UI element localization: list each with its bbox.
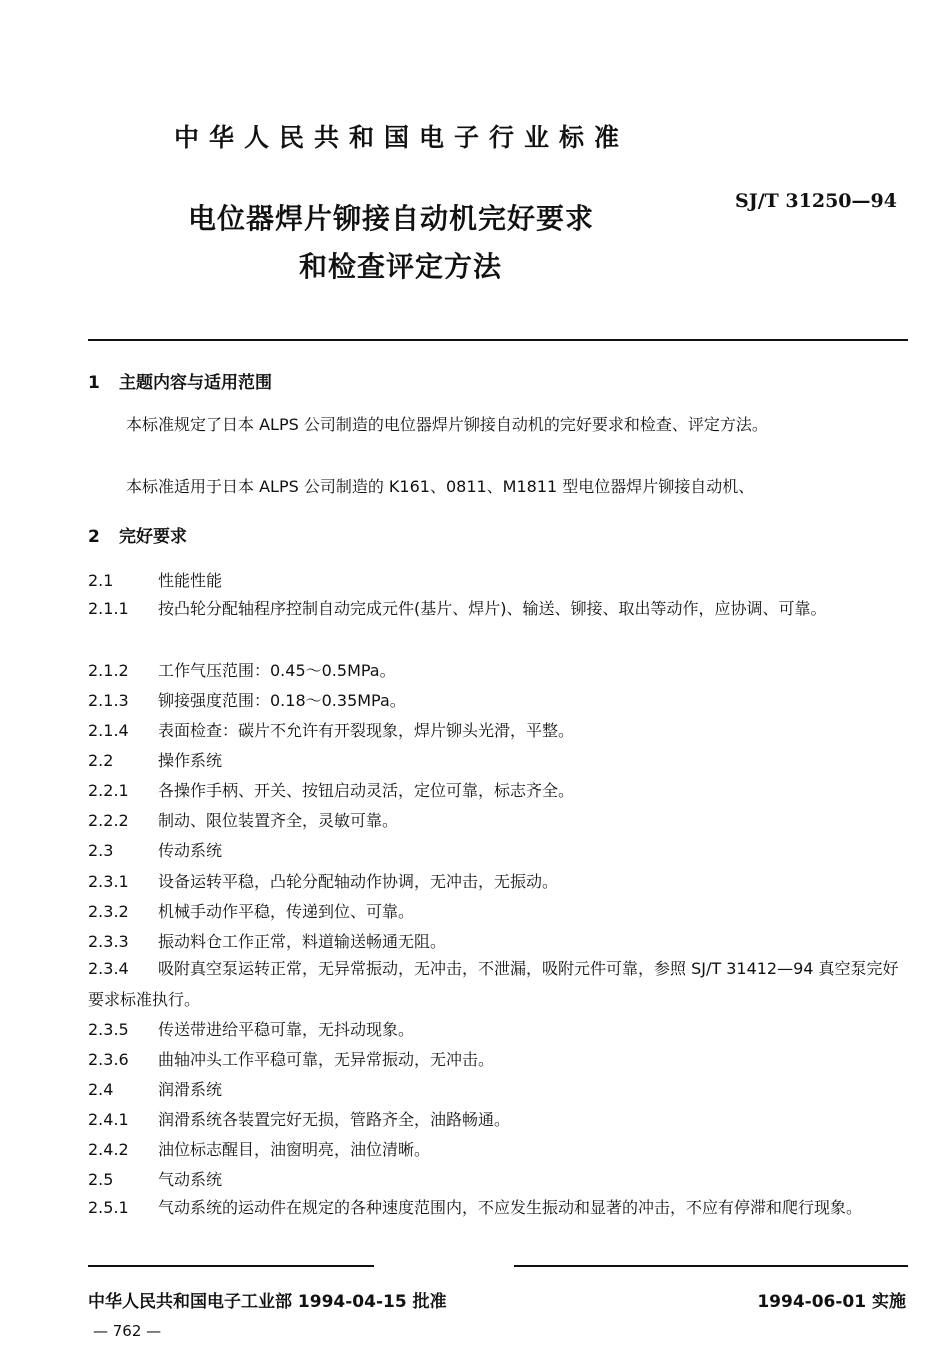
clause-2-2-2: 2.2.2 制动、限位装置齐全，灵敏可靠。 xyxy=(88,811,399,830)
section-title: 主题内容与适用范围 xyxy=(119,373,272,393)
section-number: 2 xyxy=(88,527,100,547)
document-title-line1: 电位器焊片铆接自动机完好要求 xyxy=(188,202,595,235)
clause-2-4: 2.4 润滑系统 xyxy=(88,1080,223,1099)
clause-2-3-2: 2.3.2 机械手动作平稳，传递到位、可靠。 xyxy=(88,902,415,921)
clause-2-3-3: 2.3.3 振动料仓工作正常，料道输送畅通无阻。 xyxy=(88,932,447,951)
clause-2-3-6: 2.3.6 曲轴冲头工作平稳可靠，无异常振动，无冲击。 xyxy=(88,1050,495,1069)
clause-2-1-3: 2.1.3 铆接强度范围：0.18～0.35MPa。 xyxy=(88,691,406,710)
footer-rule-left xyxy=(88,1265,374,1267)
section-2-heading xyxy=(88,522,187,547)
page-number: — 762 — xyxy=(93,1322,162,1340)
clause-2-2-1: 2.2.1 各操作手柄、开关、按钮启动灵活，定位可靠，标志齐全。 xyxy=(88,781,575,800)
approval-date: 中华人民共和国电子工业部 1994-04-15 批准 xyxy=(88,1292,447,1312)
clause-2-1-1: 2.1.1 按凸轮分配轴程序控制自动完成元件(基片、焊片)、输送、铆接、取出等动作，应协调、可靠。 xyxy=(88,599,827,618)
clause-2-1-4: 2.1.4 表面检查：碳片不允许有开裂现象，焊片铆头光滑，平整。 xyxy=(88,721,575,740)
section-number: 1 xyxy=(88,373,100,393)
clause-2-5-1: 2.5.1 气动系统的运动件在规定的各种速度范围内，不应发生振动和显著的冲击，不应有停滞和爬行现象。 xyxy=(88,1198,863,1217)
clause-2-3-4: 2.3.4 吸附真空泵运转正常，无异常振动，无冲击，不泄漏，吸附元件可靠，参照 SJ/T 31412—94 真空泵完好要求标准执行。 xyxy=(88,959,899,1009)
clause-2-5: 2.5 气动系统 xyxy=(88,1170,223,1189)
clause-2-3-1: 2.3.1 设备运转平稳，凸轮分配轴动作协调，无冲击，无振动。 xyxy=(88,872,559,891)
section-1-paragraph-1: 本标准规定了日本 ALPS 公司制造的电位器焊片铆接自动机的完好要求和检查、评定方法。 xyxy=(126,415,768,434)
standard-category: 中华人民共和国电子行业标准 xyxy=(174,123,630,152)
implementation-date: 1994-06-01 实施 xyxy=(757,1292,906,1312)
clause-2-1-2: 2.1.2 工作气压范围：0.45～0.5MPa。 xyxy=(88,661,396,680)
standard-code: SJ/T 31250—94 xyxy=(735,190,897,212)
footer-rule-right xyxy=(514,1265,908,1267)
document-title-line2: 和检查评定方法 xyxy=(299,250,503,283)
clause-2-3: 2.3 传动系统 xyxy=(88,841,223,860)
section-title: 完好要求 xyxy=(119,527,187,547)
clause-2-2: 2.2 操作系统 xyxy=(88,751,223,770)
section-1-paragraph-2: 本标准适用于日本 ALPS 公司制造的 K161、0811、M1811 型电位器焊片铆接自动机、 xyxy=(126,477,755,496)
header-divider xyxy=(88,339,908,341)
clause-2-3-5: 2.3.5 传送带进给平稳可靠，无抖动现象。 xyxy=(88,1020,415,1039)
clause-2-4-2: 2.4.2 油位标志醒目，油窗明亮，油位清晰。 xyxy=(88,1140,431,1159)
section-1-heading xyxy=(88,368,272,393)
clause-2-4-1: 2.4.1 润滑系统各装置完好无损，管路齐全，油路畅通。 xyxy=(88,1110,511,1129)
clause-2-1: 2.1 性能性能 xyxy=(88,571,223,590)
